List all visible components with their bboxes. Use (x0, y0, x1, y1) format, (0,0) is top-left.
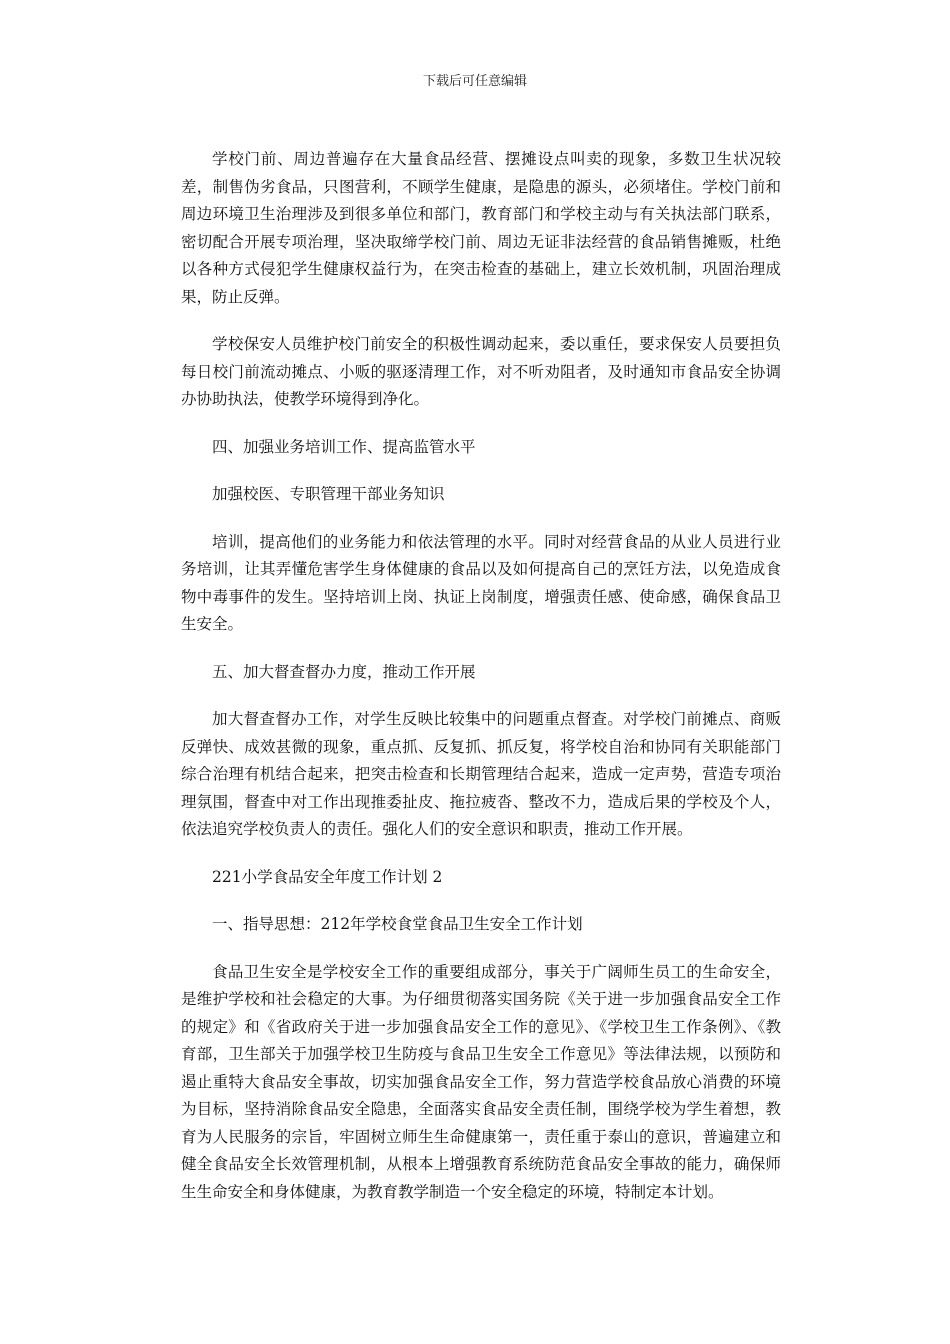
section-heading-supervision: 五、加大督查督办力度，推动工作开展 (212, 662, 476, 681)
header-note: 下载后可任意编辑 (422, 74, 527, 89)
document-body (181, 146, 781, 1226)
paragraph-supervision: 加大督查督办工作，对学生反映比较集中的问题重点督查。对学校门前摊点、商贩反弹快、成效甚微的现象，重点抓、反复抓、抓反复，将学校自治和协同有关职能部门综合治理有机结合起来，把突击检查和长期管理结合起来，造成一定声势，营造专项治理氛围，督查中对工作出现推委扯皮、拖拉疲沓、整改不力，造成后果的学校及个人，依法追究学校负责人的责任。强化人们的安全意识和职责，推动工作开展。 (181, 710, 781, 838)
section-heading-guiding-ideology: 一、指导思想：212年学校食堂食品卫生安全工作计划 (212, 915, 583, 933)
paragraph-school-gate: 学校门前、周边普遍存在大量食品经营、摆摊设点叫卖的现象，多数卫生状况较差，制售伪劣食品，只图营利，不顾学生健康，是隐患的源头，必须堵住。学校门前和周边环境卫生治理涉及到很多单位和部门，教育部门和学校主动与有关执法部门联系，密切配合开展专项治理，坚决取缔学校门前、周边无证非法经营的食品销售摊贩，杜绝以各种方式侵犯学生健康权益行为，在突击检查的基础上，建立长效机制，巩固治理成果，防止反弹。 (181, 150, 781, 306)
section-heading-training: 四、加强业务培训工作、提高监管水平 (212, 437, 476, 456)
paragraph-food-safety-importance: 食品卫生安全是学校安全工作的重要组成部分，事关于广阔师生员工的生命安全，是维护学校和社会稳定的大事。为仔细贯彻落实国务院《关于进一步加强食品安全工作的规定》和《省政府关于进一步加强食品安全工作的意见》、《学校卫生工作条例》、《教育部，卫生部关于加强学校卫生防疫与食品卫生安全工作意见》等法律法规，以预防和遏止重特大食品安全事故，切实加强食品安全工作，努力营造学校食品放心消费的环境为目标，坚持消除食品安全隐患，全面落实食品安全责任制，围绕学校为学生着想，教育为人民服务的宗旨，牢固树立师生生命健康第一，责任重于泰山的意识，普遍建立和健全食品安全长效管理机制，从根本上增强教育系统防范食品安全事故的能力，确保师生生命安全和身体健康，为教育教学制造一个安全稳定的环境，特制定本计划。 (181, 962, 781, 1201)
document-subtitle-plan-2: 221小学食品安全年度工作计划 2 (212, 867, 443, 886)
paragraph-training-intro: 加强校医、专职管理干部业务知识 (212, 485, 445, 503)
paragraph-security-staff: 学校保安人员维护校门前安全的积极性调动起来，委以重任，要求保安人员要担负每日校门前流动摊点、小贩的驱逐清理工作，对不听劝阻者，及时通知市食品安全协调办协助执法，使教学环境得到净化。 (181, 335, 781, 408)
paragraph-training-detail: 培训，提高他们的业务能力和依法管理的水平。同时对经营食品的从业人员进行业务培训，让其弄懂危害学生身体健康的食品以及如何提高自己的烹饪方法，以免造成食物中毒事件的发生。坚持培训上岗、执证上岗制度，增强责任感、使命感，确保食品卫生安全。 (181, 532, 781, 633)
